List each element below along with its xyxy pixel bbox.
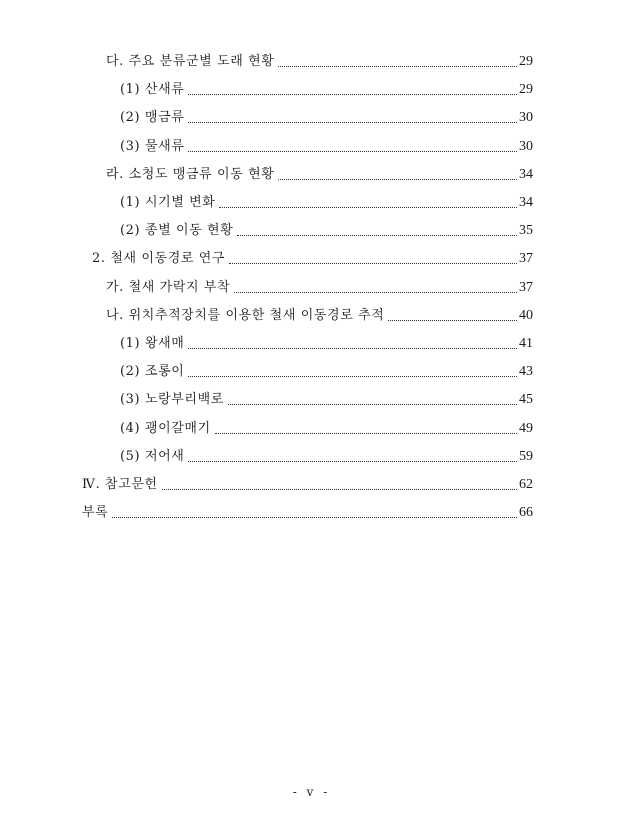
toc-entry-page: 37 [519,251,533,267]
toc-entry[interactable] [120,219,533,239]
toc-entry-label: Ⅳ. 참고문헌 [82,477,162,493]
toc-entry[interactable] [120,360,533,380]
toc-entry-label: 2. 철새 이동경로 연구 [92,251,229,267]
dot-leader [188,122,517,123]
toc-entry-label: (2) 종별 이동 현황 [120,223,237,239]
toc-entry[interactable] [106,163,533,183]
toc-entry-page: 30 [519,138,533,154]
dot-leader [188,94,517,95]
dot-leader [228,404,517,405]
dot-leader [388,320,517,321]
toc-entry-label: (4) 괭이갈매기 [120,421,215,437]
toc-entry[interactable] [120,78,533,98]
toc-entry[interactable] [120,445,533,465]
page-number-footer: - v - [292,785,331,799]
toc-entry-page: 35 [519,223,533,239]
dot-leader [188,461,517,462]
toc-entry[interactable] [120,135,533,155]
toc-entry[interactable] [120,417,533,437]
toc-entry[interactable] [120,106,533,126]
toc-entry-page: 45 [519,392,533,408]
toc-entry-label: (5) 저어새 [120,449,188,465]
toc-entry-page: 34 [519,166,533,182]
toc-entry[interactable] [120,388,533,408]
toc-entry[interactable] [106,304,533,324]
toc-entry-page: 41 [519,336,533,351]
dot-leader [188,348,517,349]
dot-leader [188,151,517,152]
toc-entry[interactable] [106,50,533,70]
toc-entry-label: (3) 노랑부리백로 [120,392,228,408]
toc-entry-page: 66 [519,505,533,521]
toc-entry-label: (1) 산새류 [120,82,188,98]
toc-entry-page: 43 [519,364,533,380]
toc-entry-page: 30 [519,110,533,126]
toc-entry[interactable] [106,276,533,296]
dot-leader [234,292,517,293]
toc-entry-page: 49 [519,420,533,436]
toc-entry-label: 다. 주요 분류군별 도래 현황 [106,54,278,70]
dot-leader [112,517,517,518]
toc-entry-label: (2) 맹금류 [120,110,188,126]
dot-leader [229,263,517,264]
toc-entry-page: 29 [519,82,533,98]
toc-entry-page: 37 [519,279,533,295]
toc-entry[interactable] [82,473,533,493]
toc-entry-page: 59 [519,448,533,464]
toc-entry-label: (2) 조롱이 [120,364,188,380]
toc-entry-label: (1) 시기별 변화 [120,195,219,211]
toc-entry[interactable] [120,332,533,352]
dot-leader [278,66,517,67]
dot-leader [237,235,517,236]
dot-leader [162,489,517,490]
toc-entry-label: 부록 [82,505,112,521]
toc-entry-label: 가. 철새 가락지 부착 [106,280,234,296]
toc-entry[interactable] [92,247,533,267]
toc-entry-page: 34 [519,195,533,210]
toc-entry-page: 29 [519,54,533,69]
toc-entry-label: (1) 왕새매 [120,336,188,352]
toc-entry-page: 40 [519,307,533,323]
toc-entry-page: 62 [519,477,533,492]
toc-entry[interactable] [120,191,533,211]
dot-leader [219,207,517,208]
dot-leader [215,433,517,434]
dot-leader [278,179,517,180]
toc-entry-label: (3) 물새류 [120,139,188,155]
toc-entry-label: 나. 위치추적장치를 이용한 철새 이동경로 추적 [106,308,388,324]
toc-entry[interactable] [82,501,533,521]
toc-entry-label: 라. 소청도 맹금류 이동 현황 [106,167,278,183]
dot-leader [188,376,517,377]
